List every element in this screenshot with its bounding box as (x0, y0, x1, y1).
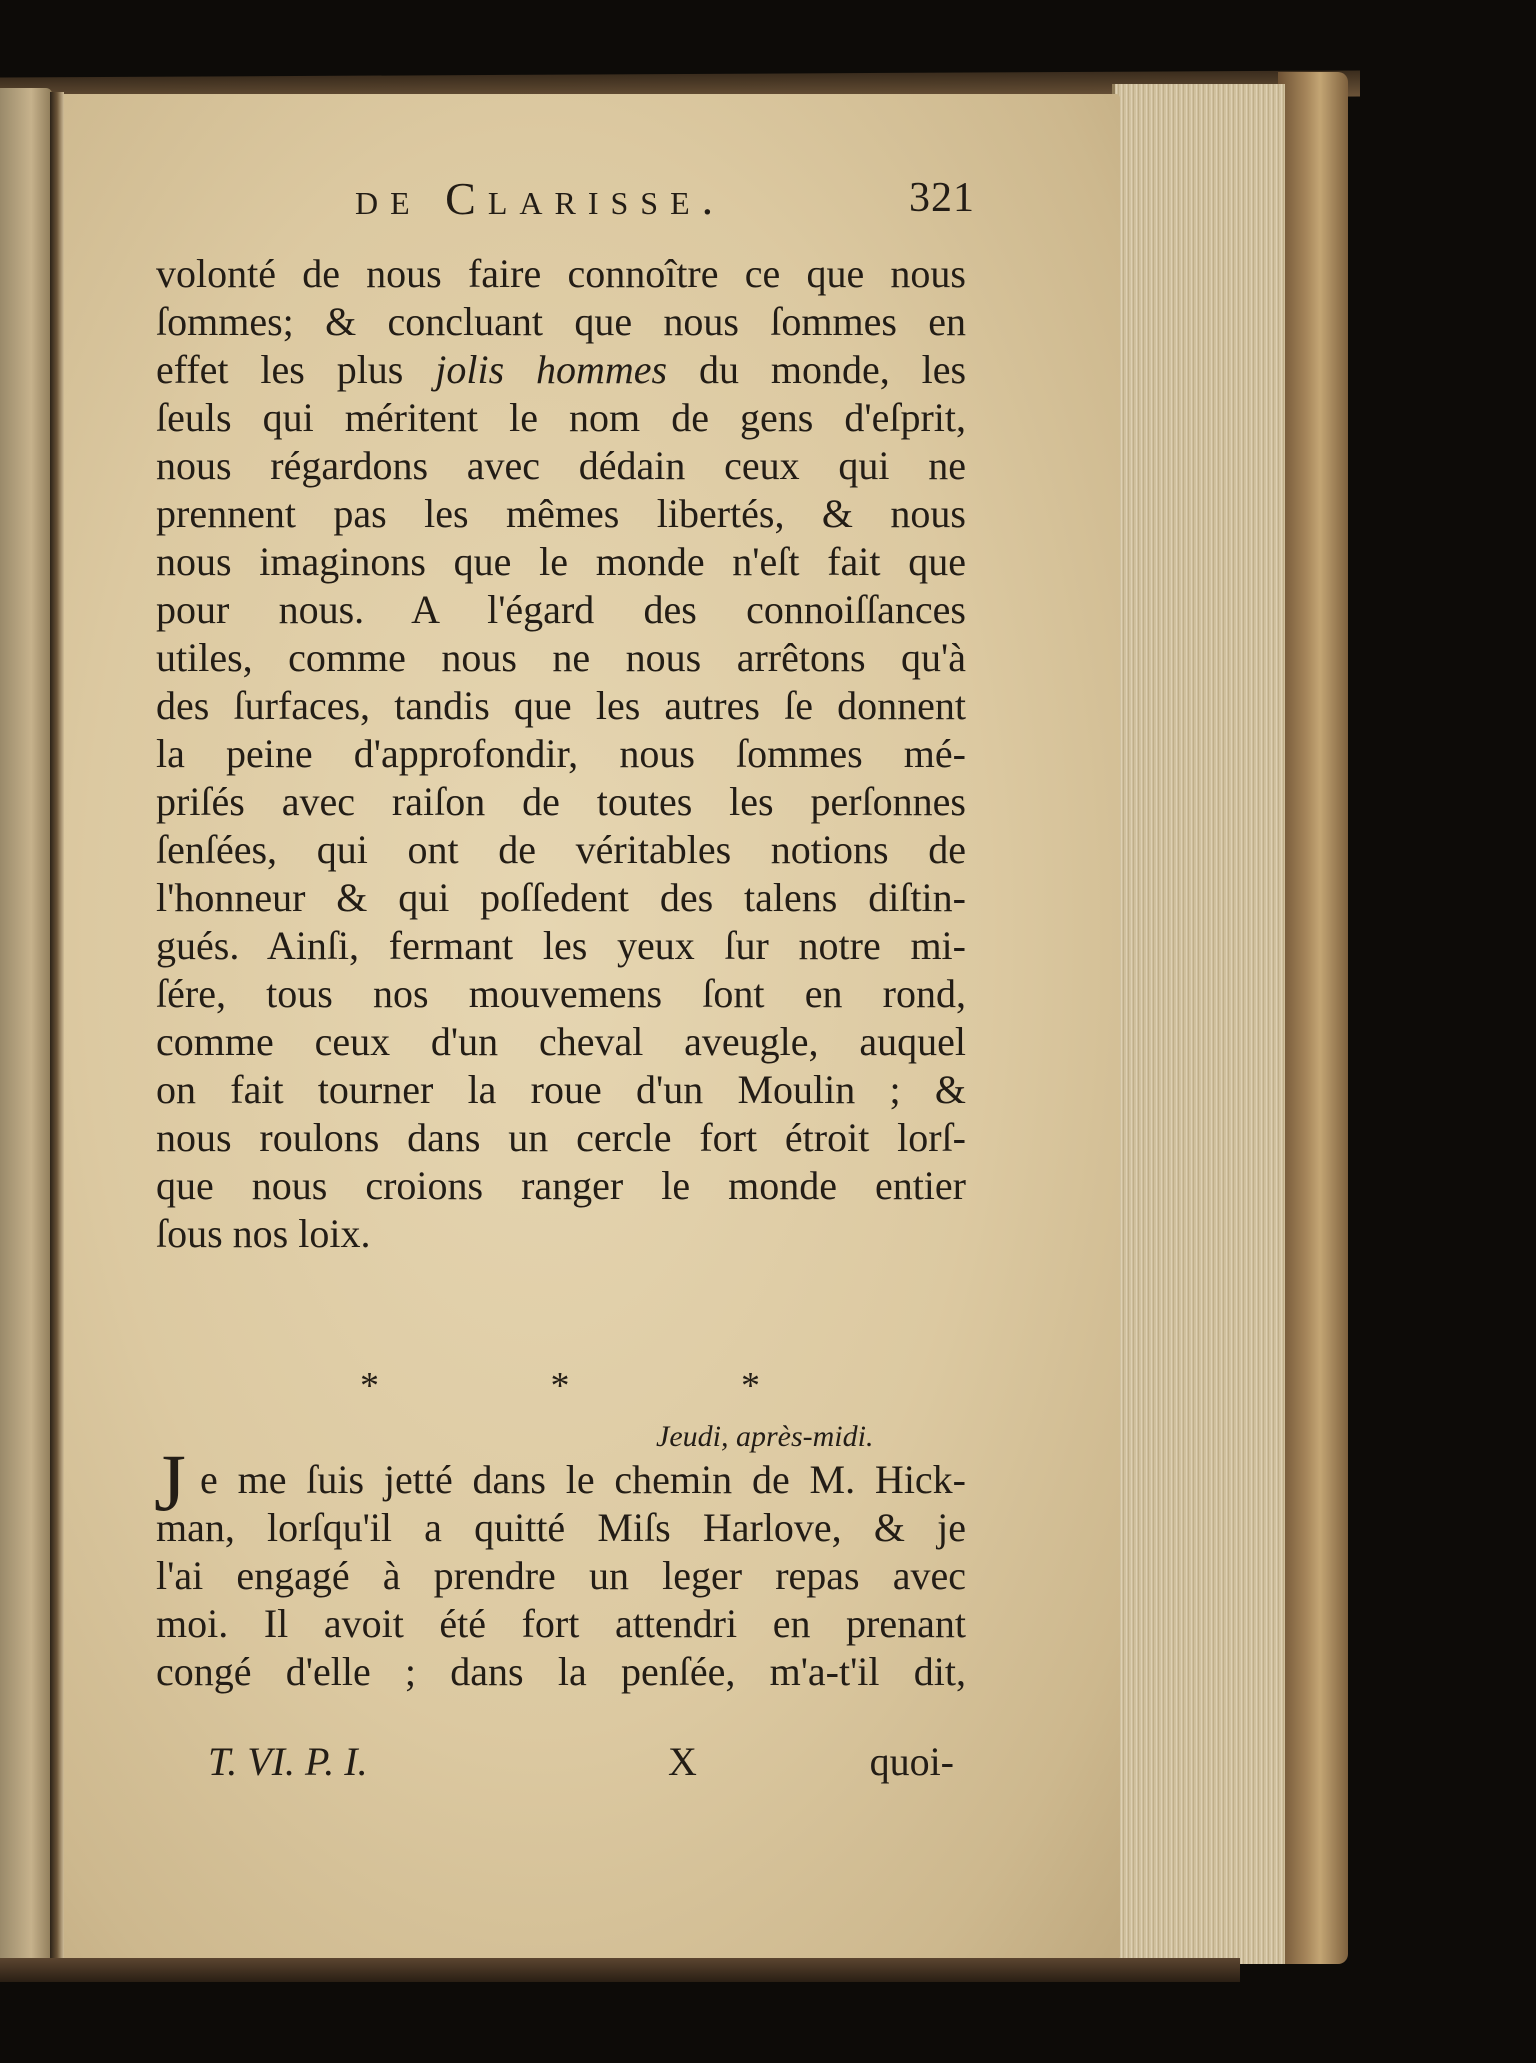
letter-line: moi. Il avoit été fort attendri en prenant (156, 1601, 966, 1646)
book-cover-bottom-edge (0, 1958, 1240, 1982)
body-line: la peine d'approfondir, nous ſommes mé- (156, 731, 966, 776)
book-gutter (50, 92, 64, 1962)
catchword: quoi- (869, 1739, 954, 1784)
body-line: nous régardons avec dédain ceux qui ne (156, 443, 966, 488)
page-number: 321 (909, 175, 975, 221)
letter-line: e me ſuis jetté dans le chemin de M. Hick- (200, 1457, 966, 1502)
body-line: comme ceux d'un cheval aveugle, auquel (156, 1019, 966, 1064)
body-line: volonté de nous faire connoître ce que nous (156, 251, 966, 296)
body-line: que nous croions ranger le monde entier (156, 1163, 966, 1208)
body-line: pour nous. A l'égard des connoiſſances (156, 587, 966, 632)
asterisk: * (741, 1365, 760, 1407)
body-line: on fait tourner la roue d'un Moulin ; & (156, 1067, 966, 1112)
body-line (156, 346, 966, 394)
body-line: priſés avec raiſon de toutes les perſonnes (156, 779, 966, 824)
drop-cap: J (154, 1437, 186, 1528)
page-footer (208, 1738, 954, 1788)
letter-line: man, lorſqu'il a quitté Miſs Harlove, & je (156, 1505, 966, 1550)
body-line: ſére, tous nos mouvemens ſont en rond, (156, 971, 966, 1016)
letter-line: congé d'elle ; dans la penſée, m'a-t'il dit, (156, 1649, 966, 1694)
body-line: ſous nos loix. (156, 1211, 371, 1256)
page-block-edges (1112, 84, 1285, 1964)
body-line: des ſurfaces, tandis que les autres ſe donnent (156, 683, 966, 728)
letter-line: l'ai engagé à prendre un leger repas avec (156, 1553, 966, 1598)
quire-mark: X (668, 1739, 697, 1784)
running-head (355, 172, 975, 232)
body-line: gués. Ainſi, fermant les yeux ſur notre mi- (156, 923, 966, 968)
body-line: ſommes; & concluant que nous ſommes en (156, 299, 966, 344)
letter-dateline: Jeudi, après-midi. (656, 1420, 874, 1453)
body-line: utiles, comme nous ne nous arrêtons qu'à (156, 635, 966, 680)
body-line-tail: du monde, les (699, 347, 967, 392)
section-separator (360, 1364, 760, 1408)
volume-signature: T. VI. P. I. (208, 1739, 368, 1784)
asterisk: * (360, 1365, 379, 1407)
italic-phrase: jolis hommes (435, 347, 668, 392)
body-line: ſeuls qui méritent le nom de gens d'eſprit, (156, 395, 966, 440)
body-line: ſenſées, qui ont de véritables notions de (156, 827, 966, 872)
body-line: l'honneur & qui poſſedent des talens diſtin- (156, 875, 966, 920)
body-line: nous roulons dans un cercle fort étroit lorſ- (156, 1115, 966, 1160)
book-back-cover (1278, 72, 1348, 1964)
running-head-title: de Clarisse. (355, 173, 726, 224)
body-line: prennent pas les mêmes libertés, & nous (156, 491, 966, 536)
facing-page-edge (0, 88, 52, 1968)
body-line: nous imaginons que le monde n'eſt fait que (156, 539, 966, 584)
body-line-head: effet les plus (156, 347, 404, 392)
asterisk: * (550, 1365, 570, 1407)
